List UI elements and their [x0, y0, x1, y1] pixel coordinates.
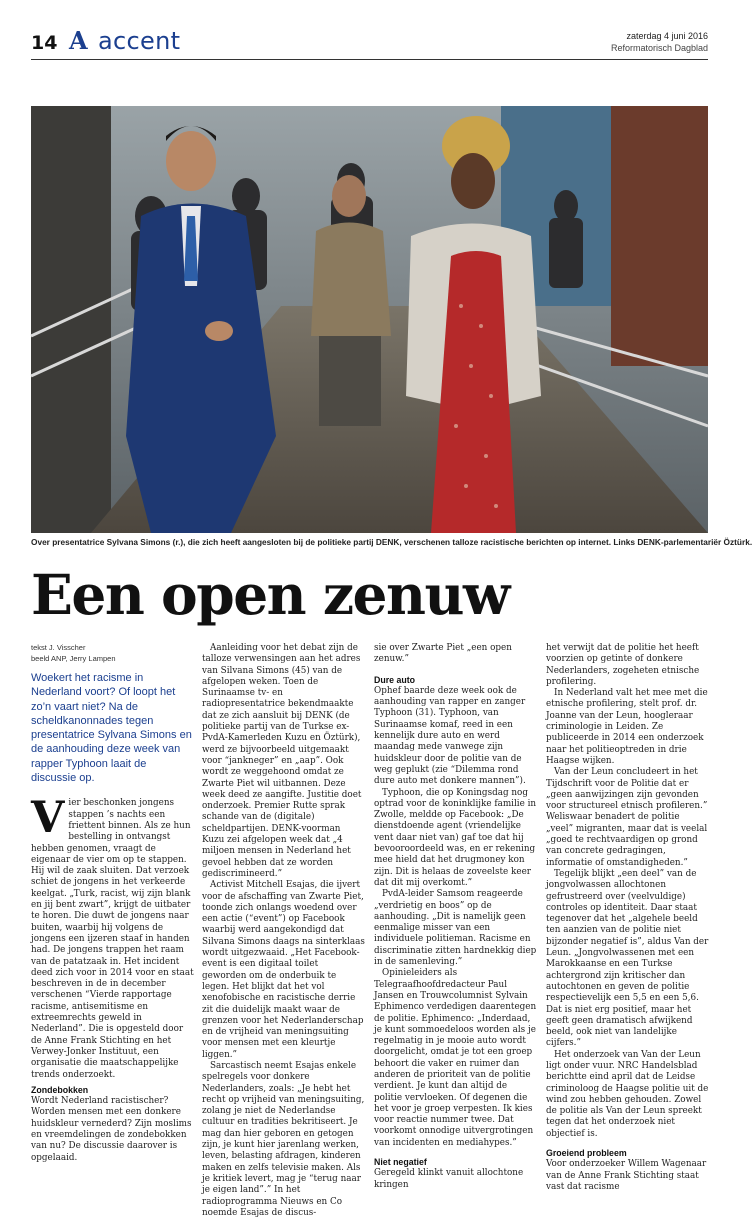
section-logo: A	[69, 26, 88, 55]
article-column-3	[374, 643, 537, 1191]
subhead-groeiend-probleem: Groeiend probleem	[546, 1148, 627, 1159]
header-divider	[31, 59, 708, 60]
section-title: accent	[98, 27, 181, 55]
article-column-2	[202, 643, 365, 1219]
article-column-4	[546, 643, 709, 1193]
paragraph: Tegelijk blijkt „een deel” van de jongvolwassen allochtonen gefrustreerd over (veelvuldige) controles op identiteit. Daar staat tegenover dat het „algehele beeld ten aanzien van de politie niet bijzonder negatief is”, aldus Van der Leun. „Jongvolwassenen met een Marokkaanse en een Turkse achtergrond zijn kritischer dan autochtonen en geven de politie respectievelijk een 5,5 en een 5,6. Dat is niet erg positief, maar het geeft geen dramatisch afwijkend beeld, ook niet van landelijke cijfers.”	[546, 868, 709, 1049]
article-intro: Woekert het racisme in Nederland voort? Of loopt het zo’n vaart niet? Na de scheldkanonnades tegen presentatrice Sylvana Simons en de aanhouding deze week van rapper Typhoon laait de discussie op.	[31, 672, 192, 785]
paragraph: Geregeld klinkt vanuit allochtone kringen	[374, 1168, 524, 1190]
paragraph: sie over Zwarte Piet „een open zenuw.”	[374, 643, 512, 665]
drop-cap: V	[31, 793, 65, 844]
byline	[31, 643, 194, 664]
paragraph: Wordt Nederland racistischer? Worden mensen met een donkere huidskleur vernederd? Zijn moslims en vreemdelingen de zondebokken van nu? De discussie daarover is opgelaaid.	[31, 1096, 192, 1163]
paragraph: Opinieleiders als Telegraafhoofdredacteur Paul Jansen en Trouwcolumnist Sylvain Ephimenco verdedigen daarentegen de politie. Ephimenco: „Inderdaad, je kunt sommoedeloos worden als je regelmatig in je mooie auto wordt doorgelicht, omdat je tot een groep behoort die vaker en ruimer dan anderen de prioriteit van de politie verdient. Je kunt dan altijd de politie vervloeken. Of degenen die het voor je groep verpesten. Ik kies voor reactie nummer twee. Dat voorkomt onnodige uitvergrotingen van incidenten en mediahypes.”	[374, 968, 537, 1148]
page-number: 14	[31, 32, 58, 54]
paragraph: Het onderzoek van Van der Leun ligt onder vuur. NRC Handelsblad berichtte eind april dat de Leidse criminoloog de Haagse politie uit de wind zou hebben gehouden. Zowel de politie als Van der Leun spreekt tegen dat het onderzoek niet objectief is.	[546, 1049, 709, 1139]
subhead-dure-auto: Dure auto	[374, 674, 416, 685]
paragraph: Aanleiding voor het debat zijn de talloze verwensingen aan het adres van Silvana Simons (45) van de afgelopen weken. Toen de Surinaamse tv- en radiopresentatrice bekendmaakte dat ze zich aansluit bij DENK (de politieke partij van de Turkse ex-PvdA-Kamerleden Kuzu en Öztürk), werd ze bijvoorbeeld uitgemaakt voor “jankneger” en „aap”. Ook wordt ze weggehoond omdat ze Zwarte Piet wil uitbannen. Deze week deed ze aangifte. Justitie doet onderzoek. Premier Rutte sprak schande van de (digitale) scheldpartijen. DENK-voorman Kuzu zei afgelopen week dat „4 miljoen mensen in Nederland het gevoel hebben dat ze worden gediscrimineerd.”	[202, 643, 362, 879]
newspaper-name: Reformatorisch Dagblad	[610, 43, 708, 53]
byline-text: tekst J. Visscher	[31, 643, 86, 652]
paragraph: het verwijt dat de politie het heeft voorzien op getinte of donkere Nederlanders, zogeheten etnische profilering.	[546, 643, 700, 687]
article-headline: Een open zenuw	[31, 562, 509, 627]
subhead-niet-negatief: Niet negatief	[374, 1157, 427, 1168]
paragraph: Typhoon, die op Koningsdag nog optrad voor de koninklijke familie in Zwolle, meldde op Facebook: „De dienstdoende agent (vriendelijke vent daar niet van) gaf toe dat hij bevooroordeeld was, en er rekening mee hield dat het drugmoney kon zijn. Dit is helaas de zoveelste keer dat dit mij overkomt.”	[374, 787, 537, 888]
paragraph: Activist Mitchell Esajas, die ijvert voor de afschaffing van Zwarte Piet, toonde zich onlangs woedend over een actie (“event”) op Facebook waarbij werd aangekondigd dat Silvana Simons daags na sinterklaas wordt uitgezwaaid. „Het Facebook-event is een digitaal toilet geworden om de onderbuik te legen. Het blijkt dat het vol xenofobische en racistische derrie zit die duidelijk maakt waar de grenzen voor het Nederlanderschap en de vrijheid van meningsuiting voor mensen met een kleurtje liggen.”	[202, 880, 365, 1060]
photo-caption: Over presentatrice Sylvana Simons (r.), die zich heeft aangesloten bij de politieke partij DENK, verschenen talloze racistische berichten op internet. Links DENK-parlementariër Öztürk.	[31, 537, 752, 547]
paragraph: PvdA-leider Samsom reageerde „verdrietig en boos” op de aanhouding. „Dit is namelijk geen eenmalige misser van een individuele politieman. Racisme en discriminatie zitten hardnekkig diep in de samenleving.”	[374, 889, 537, 968]
article-column-1	[31, 643, 194, 1164]
paragraph: Voor onderzoeker Willem Wagenaar van de Anne Frank Stichting staat vast dat racisme	[546, 1159, 707, 1192]
article-photo	[31, 106, 708, 533]
subhead-zondebokken: Zondebokken	[31, 1084, 89, 1095]
issue-date: zaterdag 4 juni 2016	[626, 31, 708, 41]
lead-text: ier beschonken jongens stappen ’s nachts een friettent binnen. Als ze hun bestelling in ontvangst hebben genomen, vraagt de eigenaar de vier om op te stappen. Hij wil de zaak sluiten. Dat verzoek schiet de jongens in het verkeerde keelgat. „Turk, racist, wij zijn blank en jij bent zwart”, krijgt de uitbater te horen. Die duwt de jongens naar buiten, waarbij hij volgens de jongens een ijzeren staaf in handen had. De jongens trappen het raam van de patatzaak in. Het incident deed zich voor in 2014 voor en staat beschreven in de in december verschenen “Vierde rapportage racisme, antisemitisme en extreemrechts geweld in Nederland”. Die is opgesteld door de Anne Frank Stichting en het Verwey-Jonker Instituut, een organisatie die maatschappelijke trends onderzoekt.	[31, 798, 194, 1080]
lead-paragraph	[31, 793, 194, 1080]
byline-photos: beeld ANP, Jerry Lampen	[31, 653, 116, 663]
page-header	[31, 22, 708, 60]
paragraph: Ophef baarde deze week ook de aanhouding van rapper en zanger Typhoon (31). Typhoon, van Surinaamse komaf, reed in een kennelijk dure auto en werd maandag mede vanwege zijn huidskleur door de politie van de weg geplukt (zie “Dilemma rond dure auto met donkere mannen”).	[374, 685, 526, 787]
paragraph: In Nederland valt het mee met die etnische profilering, stelt prof. dr. Joanne van der Leun, hoogleraar criminologie in Leiden. Ze publiceerde in 2014 een onderzoek naar het politieoptreden in drie Haagse wijken.	[546, 688, 708, 766]
paragraph: Van der Leun concludeert in het Tijdschrift voor de Politie dat er „geen aanwijzingen zijn gevonden voor structureel etnisch profileren.” Weliswaar benadert de politie „veel” migranten, maar dat is veelal „goed te rechtvaardigen op grond van concrete gedragingen, informatie of omstandigheden.”	[546, 767, 708, 868]
paragraph: Sarcastisch neemt Esajas enkele spelregels voor donkere Nederlanders, zoals: „Je hebt het recht op vrijheid van meningsuiting, zolang je niet de Nederlandse cultuur en tradities bekritiseert. Je mag dan hier geboren en getogen zijn, je kunt hier jarenlang werken, leven, belasting afdragen, kinderen maken en zelfs televisie maken. Als je kritiek levert, mag je “terug naar je eigen land”.” In het radioprogramma Nieuws en Co noemde Esajas de discus-	[202, 1060, 365, 1218]
